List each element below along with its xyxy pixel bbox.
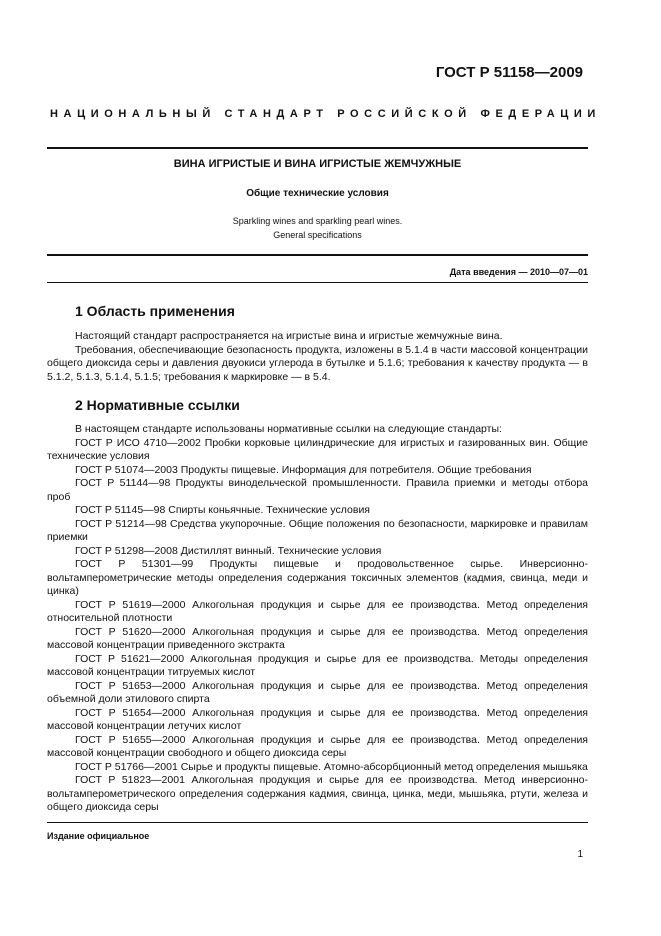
document-number: ГОСТ Р 51158—2009: [435, 64, 583, 81]
reference-item: ГОСТ Р 51145—98 Спирты коньячные. Технические условия: [75, 504, 370, 516]
reference-item: ГОСТ Р 51144—98 Продукты винодельческой промышленности. Правила приемки и методы отбора проб: [47, 477, 588, 503]
english-title-line-1: Sparkling wines and sparkling pearl wines.: [232, 216, 403, 226]
date-divider: [47, 282, 588, 283]
header-divider: [47, 147, 588, 149]
reference-item: ГОСТ Р 51074—2003 Продукты пищевые. Информация для потребителя. Общие требования: [75, 463, 532, 476]
footer-divider: [47, 822, 588, 823]
reference-item: ГОСТ Р 51654—2000 Алкогольная продукция и сырье для ее производства. Метод определения массовой концентрации летучих кислот: [47, 706, 588, 732]
standard-title: ВИНА ИГРИСТЫЕ И ВИНА ИГРИСТЫЕ ЖЕМЧУЖНЫЕ: [173, 158, 462, 170]
national-standard-title: НАЦИОНАЛЬНЫЙ СТАНДАРТ РОССИЙСКОЙ ФЕДЕРАЦИИ: [50, 108, 601, 120]
introduction-date: Дата введения — 2010—07—01: [449, 267, 588, 277]
section-heading-scope: 1 Область применения: [75, 303, 235, 319]
references-list: [47, 423, 588, 815]
english-title-line-2: General specifications: [273, 230, 362, 240]
reference-item: ГОСТ Р 51655—2000 Алкогольная продукция и сырье для ее производства. Метод определения массовой концентрации свободного и общего диоксида серы: [47, 733, 588, 759]
official-edition-label: Издание официальное: [47, 831, 150, 841]
reference-item: ГОСТ Р 51301—99 Продукты пищевые и продовольственное сырье. Инверсионно-вольтамперометрические методы определения содержания токсичных элементов (кадмия, свинца, меди и цинка): [47, 558, 588, 597]
paragraph: Требования, обеспечивающие безопасность продукта, изложены в 5.1.4 в части массовой концентрации общего диоксида серы и давления двуокиси углерода в бутылке и 5.1.6; требования к качеству продукта — в 5.1.2, 5.1.3, 5.1.4, 5.1.5; требования к маркировке — в 5.4.: [47, 343, 588, 383]
reference-item: ГОСТ Р 51214—98 Средства укупорочные. Общие положения по безопасности, маркировке и правилам приемки: [47, 517, 588, 543]
reference-item: ГОСТ Р 51823—2001 Алкогольная продукция и сырье для ее производства. Метод инверсионно-вольтамперометрического определения содержания кадмия, свинца, цинка, меди, мышьяка, ртути, железа и общего диоксида серы: [47, 774, 588, 813]
reference-item: ГОСТ Р 51621—2000 Алкогольная продукция и сырье для ее производства. Методы определения массовой концентрации титруемых кислот: [47, 652, 588, 678]
reference-item: ГОСТ Р 51766—2001 Сырье и продукты пищевые. Атомно-абсорбционный метод определения мышьяка: [75, 760, 588, 773]
reference-item: ГОСТ Р 51653—2000 Алкогольная продукция и сырье для ее производства. Метод определения объемной доли этилового спирта: [47, 679, 588, 705]
reference-item: ГОСТ Р 51298—2008 Дистиллят винный. Технические условия: [75, 544, 382, 557]
section-heading-references: 2 Нормативные ссылки: [75, 397, 240, 413]
english-title: [47, 214, 588, 242]
reference-item: ГОСТ Р ИСО 4710—2002 Пробки корковые цилиндрические для игристых и газированных вин. Общие технические условия: [47, 436, 588, 462]
reference-item: ГОСТ Р 51620—2000 Алкогольная продукция и сырье для ее производства. Метод определения массовой концентрации приведенного экстракта: [47, 625, 588, 651]
paragraph: В настоящем стандарте использованы нормативные ссылки на следующие стандарты:: [75, 423, 502, 435]
reference-item: ГОСТ Р 51619—2000 Алкогольная продукция и сырье для ее производства. Метод определения относительной плотности: [47, 598, 588, 624]
title-divider: [47, 254, 588, 256]
page-number: 1: [577, 849, 583, 860]
paragraph: Настоящий стандарт распространяется на игристые вина и игристые жемчужные вина.: [75, 330, 503, 342]
standard-subtitle: Общие технические условия: [246, 188, 389, 199]
section-body-scope: [47, 330, 588, 384]
